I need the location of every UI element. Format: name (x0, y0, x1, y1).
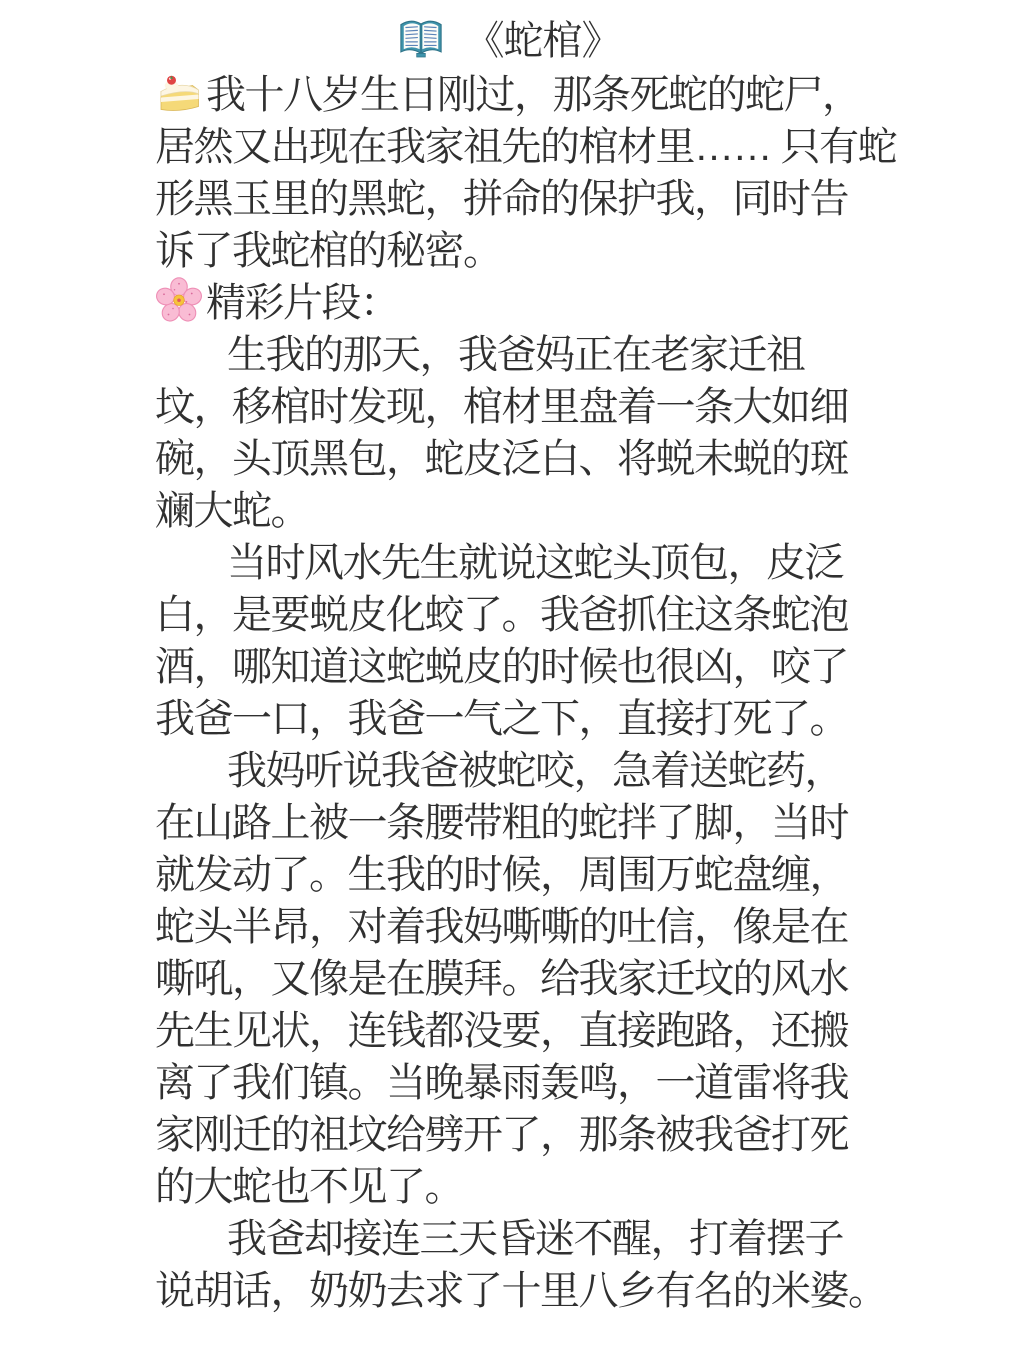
page-title (155, 14, 864, 69)
text-line (155, 433, 864, 485)
text-line (155, 693, 864, 745)
line-text: 诉了我蛇棺的秘密。 (155, 229, 502, 273)
line-text: 碗，头顶黑包，蛇皮泛白、将蜕未蜕的斑 (155, 437, 848, 481)
text-line (155, 1005, 864, 1057)
line-text: 生我的那天，我爸妈正在老家迁祖 (227, 333, 805, 377)
text-line (155, 277, 864, 329)
text-line (155, 69, 864, 121)
line-text: 我爸一口，我爸一气之下，直接打死了。 (155, 697, 848, 741)
line-text: 就发动了。生我的时候，周围万蛇盘缠， (155, 853, 848, 897)
line-text: 我爸却接连三天昏迷不醒，打着摆子 (227, 1217, 843, 1261)
line-text: 形黑玉里的黑蛇，拼命的保护我，同时告 (155, 177, 848, 221)
text-line (155, 1265, 887, 1317)
line-text: 白，是要蜕皮化蛟了。我爸抓住这条蛇泡 (155, 593, 848, 637)
line-text: 离了我们镇。当晚暴雨轰鸣，一道雷将我 (155, 1061, 848, 1105)
text-line (155, 485, 864, 537)
text-line (155, 173, 864, 225)
article-body (155, 69, 897, 1317)
line-text: 家刚迁的祖坟给劈开了，那条被我爸打死 (155, 1113, 848, 1157)
line-text: 斓大蛇。 (155, 489, 309, 533)
text-line (155, 589, 864, 641)
text-line (155, 537, 864, 589)
line-text: 说胡话，奶奶去求了十里八乡有名的米婆。 (155, 1269, 887, 1313)
text-line (155, 901, 864, 953)
book-title-text: 《蛇棺》 (464, 19, 621, 63)
text-line (155, 1057, 864, 1109)
line-text: 蛇头半昂，对着我妈嘶嘶的吐信，像是在 (155, 905, 848, 949)
open-book-icon (398, 16, 444, 62)
line-text: 坟，移棺时发现，棺材里盘着一条大如细 (155, 385, 848, 429)
text-line (155, 1109, 864, 1161)
cherry-blossom-icon (155, 277, 203, 325)
text-line (155, 329, 864, 381)
text-line (155, 225, 864, 277)
text-line (155, 381, 864, 433)
line-text: 先生见状，连钱都没要，直接跑路，还搬 (155, 1009, 848, 1053)
line-text: 酒，哪知道这蛇蜕皮的时候也很凶，咬了 (155, 645, 848, 689)
shortcake-icon (155, 69, 203, 117)
text-line (155, 953, 864, 1005)
line-text: 居然又出现在我家祖先的棺材里…… 只有蛇 (155, 125, 897, 169)
text-line (155, 641, 864, 693)
line-text: 当时风水先生就说这蛇头顶包，皮泛 (227, 541, 843, 585)
line-text: 的大蛇也不见了。 (155, 1165, 463, 1209)
line-text: 嘶吼，又像是在膜拜。给我家迁坟的风水 (155, 957, 848, 1001)
text-line (155, 1213, 864, 1265)
line-text: 精彩片段： (206, 281, 399, 325)
line-text: 我十八岁生日刚过，那条死蛇的蛇尸， (206, 73, 861, 117)
text-line (155, 797, 864, 849)
text-line (155, 1161, 864, 1213)
text-line (155, 745, 864, 797)
line-text: 我妈听说我爸被蛇咬，急着送蛇药， (227, 749, 843, 793)
text-line (155, 849, 864, 901)
line-text: 在山路上被一条腰带粗的蛇拌了脚，当时 (155, 801, 848, 845)
text-line (155, 121, 897, 173)
